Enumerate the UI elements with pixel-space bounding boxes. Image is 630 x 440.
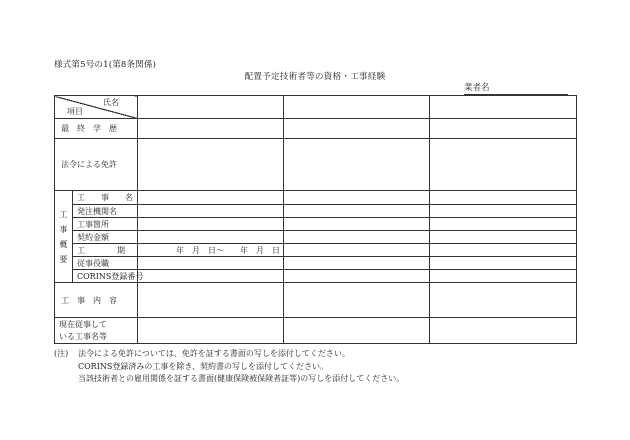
group-char-3: 概 (59, 239, 68, 249)
diagonal-header-cell (55, 96, 138, 119)
work-name-row (55, 191, 577, 205)
client-label: 発注機関名 (73, 205, 138, 218)
role-cell-1[interactable] (138, 257, 284, 270)
license-cell-2[interactable] (284, 139, 430, 191)
work-name-cell-2[interactable] (284, 191, 430, 205)
location-row (55, 218, 577, 231)
work-name-label: 工 事 名 (73, 191, 138, 205)
education-cell-3[interactable] (430, 119, 577, 139)
license-row (55, 139, 577, 191)
current-work-cell-1[interactable] (138, 318, 284, 344)
period-cell-2[interactable] (284, 244, 430, 257)
notes-section (54, 348, 404, 386)
note-mark: (注) (54, 349, 69, 358)
content-cell-1[interactable] (138, 283, 284, 318)
period-cell-3[interactable] (430, 244, 577, 257)
education-cell-2[interactable] (284, 119, 430, 139)
location-cell-3[interactable] (430, 218, 577, 231)
role-label: 従事役職 (73, 257, 138, 270)
location-cell-2[interactable] (284, 218, 430, 231)
amount-row (55, 231, 577, 244)
name-cell-1[interactable] (138, 96, 284, 119)
corins-cell-2[interactable] (284, 270, 430, 283)
group-char-1: 工 (59, 209, 68, 219)
group-char-4: 要 (59, 254, 68, 264)
note-text-1: 法令による免許については、免許を証する書面の写しを添付してください。 (78, 349, 350, 358)
amount-cell-1[interactable] (138, 231, 284, 244)
content-cell-3[interactable] (430, 283, 577, 318)
education-row (55, 119, 577, 139)
role-cell-3[interactable] (430, 257, 577, 270)
role-cell-2[interactable] (284, 257, 430, 270)
education-cell-1[interactable] (138, 119, 284, 139)
amount-label: 契約金額 (73, 231, 138, 244)
license-label: 法令による免許 (55, 139, 138, 191)
content-cell-2[interactable] (284, 283, 430, 318)
current-work-label-line1: 現在従事して (59, 319, 107, 329)
content-label: 工 事 内 容 (55, 283, 138, 318)
corins-cell-3[interactable] (430, 270, 577, 283)
current-work-cell-2[interactable] (284, 318, 430, 344)
client-row (55, 205, 577, 218)
note-line-1 (54, 348, 404, 361)
current-work-row (55, 318, 577, 344)
group-char-2: 事 (59, 224, 68, 234)
content-row (55, 283, 577, 318)
license-cell-3[interactable] (430, 139, 577, 191)
period-label: 工 期 (73, 244, 138, 257)
current-work-label-line2: いる工事名等 (59, 331, 107, 341)
corins-label: CORINS登録番号 (73, 270, 138, 283)
document-title: 配置予定技術者等の資格・工事経験 (244, 72, 386, 82)
corins-row (55, 270, 577, 283)
education-label: 最 終 学 歴 (55, 119, 138, 139)
company-name-label: 業者名 (464, 83, 490, 93)
note-line-2 (54, 361, 404, 374)
current-work-cell-3[interactable] (430, 318, 577, 344)
client-cell-2[interactable] (284, 205, 430, 218)
qualification-table (54, 95, 577, 344)
corins-cell-1[interactable] (138, 270, 284, 283)
table-header-row (55, 96, 577, 119)
note-line-3 (54, 373, 404, 386)
period-row (55, 244, 577, 257)
location-cell-1[interactable] (138, 218, 284, 231)
period-cell-1[interactable]: 年 月 日〜 年 月 日 (138, 244, 284, 257)
work-overview-group-label (55, 191, 73, 283)
location-label: 工事箇所 (73, 218, 138, 231)
license-cell-1[interactable] (138, 139, 284, 191)
current-work-label (55, 318, 138, 344)
role-row (55, 257, 577, 270)
amount-cell-3[interactable] (430, 231, 577, 244)
client-cell-3[interactable] (430, 205, 577, 218)
company-name-field[interactable] (464, 83, 568, 95)
note-text-2: CORINS登録済みの工事を除き、契約書の写しを添付してください。 (78, 361, 329, 371)
name-cell-3[interactable] (430, 96, 577, 119)
name-cell-2[interactable] (284, 96, 430, 119)
item-header-label: 項目 (67, 107, 83, 116)
form-identifier: 様式第5号の1(第8条関係) (54, 60, 157, 70)
work-name-cell-1[interactable] (138, 191, 284, 205)
note-text-3: 当該技術者との雇用関係を証する書面(健康保険被保険者証等)の写しを添付してください。 (78, 374, 405, 383)
name-header-label: 氏名 (103, 98, 119, 107)
work-name-cell-3[interactable] (430, 191, 577, 205)
client-cell-1[interactable] (138, 205, 284, 218)
amount-cell-2[interactable] (284, 231, 430, 244)
